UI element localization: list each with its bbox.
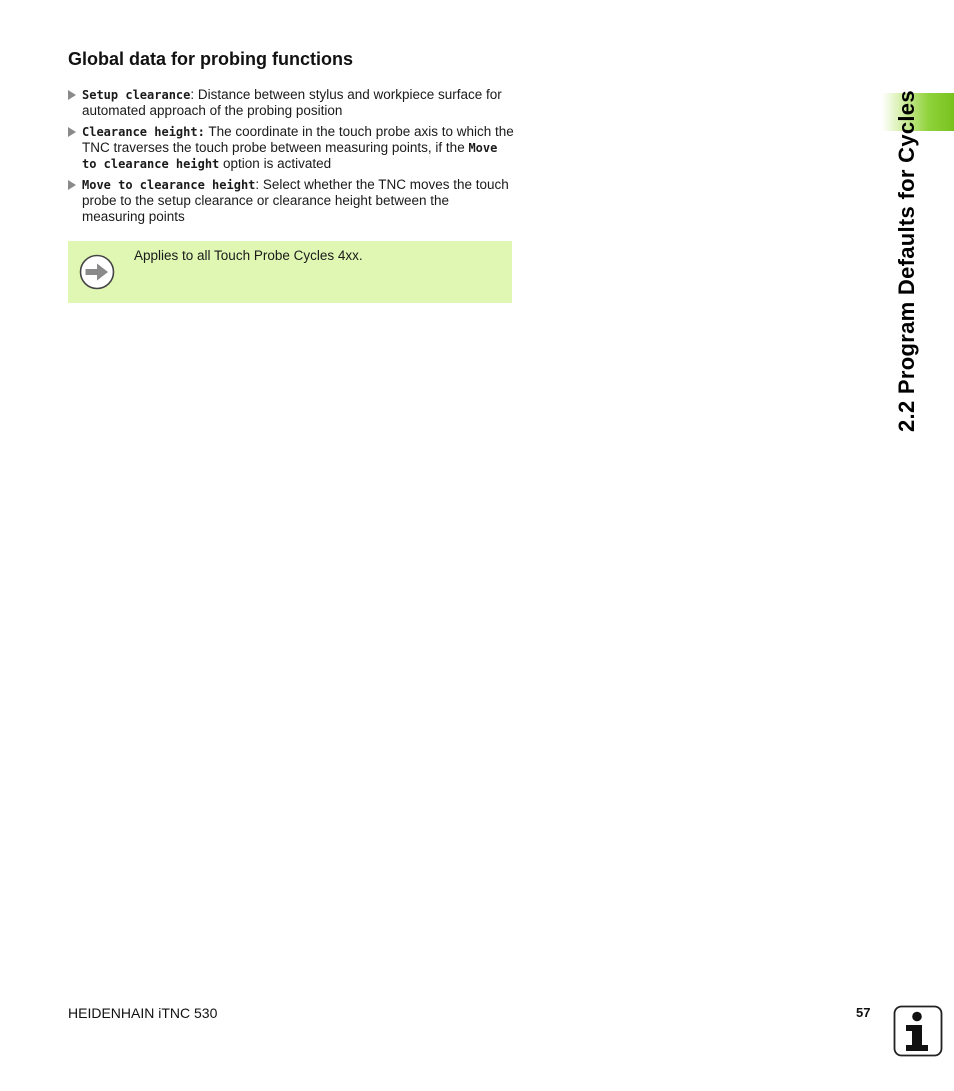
- page-number: 57: [856, 1005, 871, 1020]
- parameter-term: Setup clearance: [82, 88, 191, 102]
- note-box: [68, 241, 512, 303]
- note-text: Applies to all Touch Probe Cycles 4xx.: [134, 248, 363, 263]
- chapter-section-title: 2.2 Program Defaults for Cycles: [894, 90, 919, 432]
- parameter-description: : Distance between stylus and workpiece surface for automated approach of the probing position: [82, 87, 502, 118]
- list-item: [68, 87, 514, 119]
- inline-parameter-term: Move to clearance height: [82, 141, 498, 171]
- triangle-bullet-icon: [68, 180, 76, 190]
- triangle-bullet-icon: [68, 127, 76, 137]
- parameter-description: : Select whether the TNC moves the touch probe to the setup clearance or clearance height between the measuring points: [82, 177, 509, 224]
- list-item: [68, 124, 514, 172]
- footer-product-name: HEIDENHAIN iTNC 530: [68, 1005, 218, 1021]
- section-heading: Global data for probing functions: [68, 49, 353, 69]
- parameter-term: Clearance height:: [82, 125, 205, 139]
- info-icon: [893, 1005, 943, 1057]
- parameter-term: Move to clearance height: [82, 178, 256, 192]
- parameter-description-end: option is activated: [219, 156, 332, 171]
- parameter-list: [68, 87, 514, 230]
- list-item: [68, 177, 514, 225]
- arrow-right-icon: [79, 254, 115, 290]
- triangle-bullet-icon: [68, 90, 76, 100]
- parameter-description: The coordinate in the touch probe axis to which the TNC traverses the touch probe between measuring points, if the: [82, 124, 514, 155]
